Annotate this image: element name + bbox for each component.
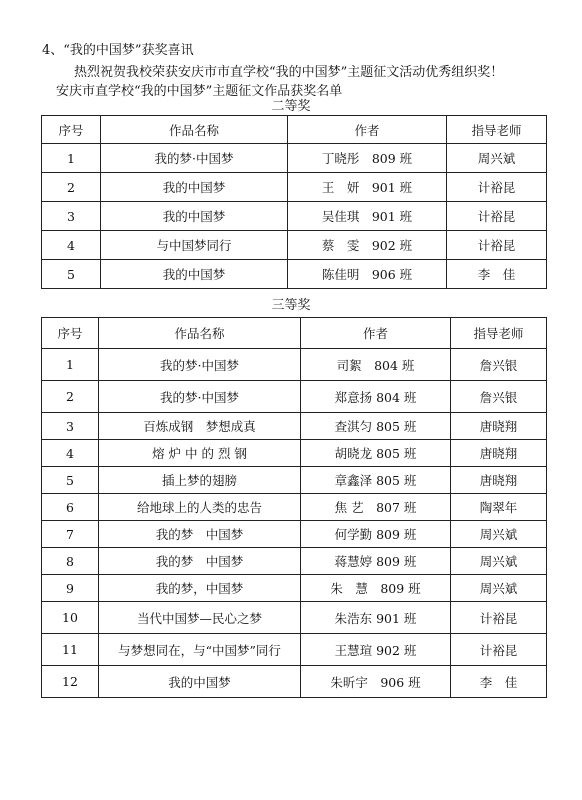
work-title: 我的梦 中国梦 <box>99 521 301 548</box>
second-prize-table <box>41 115 547 289</box>
row-number: 5 <box>42 467 99 494</box>
row-number: 2 <box>42 173 101 202</box>
row-number: 1 <box>42 144 101 173</box>
column-header-title: 作品名称 <box>101 116 288 144</box>
third-prize-table <box>41 317 547 698</box>
column-header-author: 作者 <box>288 116 447 144</box>
row-number: 1 <box>42 349 99 381</box>
teacher: 唐晓翔 <box>451 440 547 467</box>
column-header-number: 序号 <box>42 116 101 144</box>
third-prize-caption: 三等奖 <box>271 298 311 313</box>
teacher: 李 佳 <box>451 666 547 698</box>
table-row <box>42 231 547 260</box>
teacher: 周兴斌 <box>451 575 547 602</box>
table-header-row <box>42 116 547 144</box>
table-row <box>42 666 547 698</box>
teacher: 唐晓翔 <box>451 467 547 494</box>
work-title: 与梦想同在，与“中国梦”同行 <box>99 634 301 666</box>
congratulation-text: 热烈祝贺我校荣获安庆市市直学校“我的中国梦”主题征文活动优秀组织奖！ <box>74 65 504 80</box>
work-title: 百炼成钢 梦想成真 <box>99 413 301 440</box>
table-row <box>42 575 547 602</box>
author: 胡晓龙 805 班 <box>301 440 451 467</box>
second-prize-caption: 二等奖 <box>271 99 311 114</box>
column-header-teacher: 指导老师 <box>447 116 547 144</box>
teacher: 计裕昆 <box>451 634 547 666</box>
table-row <box>42 548 547 575</box>
section-title: 4、“我的中国梦”获奖喜讯 <box>42 43 194 58</box>
author: 蒋慧婷 809 班 <box>301 548 451 575</box>
row-number: 3 <box>42 202 101 231</box>
table-row <box>42 602 547 634</box>
row-number: 6 <box>42 494 99 521</box>
work-title: 给地球上的人类的忠告 <box>99 494 301 521</box>
author: 丁晓彤 809 班 <box>288 144 447 173</box>
author: 朱昕宇 906 班 <box>301 666 451 698</box>
author: 章鑫泽 805 班 <box>301 467 451 494</box>
table-row <box>42 521 547 548</box>
teacher: 计裕昆 <box>447 202 547 231</box>
teacher: 詹兴银 <box>451 349 547 381</box>
teacher: 周兴斌 <box>447 144 547 173</box>
row-number: 12 <box>42 666 99 698</box>
table-row <box>42 440 547 467</box>
teacher: 周兴斌 <box>451 548 547 575</box>
row-number: 3 <box>42 413 99 440</box>
table-row <box>42 467 547 494</box>
author: 吴佳琪 901 班 <box>288 202 447 231</box>
column-header-author: 作者 <box>301 318 451 349</box>
author: 朱浩东 901 班 <box>301 602 451 634</box>
author: 郑意扬 804 班 <box>301 381 451 413</box>
teacher: 詹兴银 <box>451 381 547 413</box>
teacher: 计裕昆 <box>447 231 547 260</box>
author: 王慧瑄 902 班 <box>301 634 451 666</box>
work-title: 当代中国梦—民心之梦 <box>99 602 301 634</box>
work-title: 我的中国梦 <box>101 202 288 231</box>
table-row <box>42 413 547 440</box>
author: 蔡 雯 902 班 <box>288 231 447 260</box>
table-row <box>42 144 547 173</box>
author: 查淇匀 805 班 <box>301 413 451 440</box>
work-title: 我的梦 中国梦 <box>99 548 301 575</box>
work-title: 熔 炉 中 的 烈 钢 <box>99 440 301 467</box>
table-row <box>42 349 547 381</box>
row-number: 2 <box>42 381 99 413</box>
column-header-number: 序号 <box>42 318 99 349</box>
row-number: 7 <box>42 521 99 548</box>
author: 何学勤 809 班 <box>301 521 451 548</box>
work-title: 我的梦·中国梦 <box>99 381 301 413</box>
table-header-row <box>42 318 547 349</box>
work-title: 我的梦·中国梦 <box>99 349 301 381</box>
table-row <box>42 202 547 231</box>
list-title: 安庆市直学校“我的中国梦”主题征文作品获奖名单 <box>56 84 343 99</box>
row-number: 10 <box>42 602 99 634</box>
author: 陈佳明 906 班 <box>288 260 447 289</box>
author: 焦 艺 807 班 <box>301 494 451 521</box>
teacher: 李 佳 <box>447 260 547 289</box>
work-title: 插上梦的翅膀 <box>99 467 301 494</box>
table-row <box>42 634 547 666</box>
work-title: 我的中国梦 <box>101 173 288 202</box>
work-title: 我的中国梦 <box>101 260 288 289</box>
work-title: 我的中国梦 <box>99 666 301 698</box>
teacher: 唐晓翔 <box>451 413 547 440</box>
row-number: 4 <box>42 231 101 260</box>
table-row <box>42 173 547 202</box>
row-number: 11 <box>42 634 99 666</box>
table-row <box>42 260 547 289</box>
row-number: 8 <box>42 548 99 575</box>
column-header-teacher: 指导老师 <box>451 318 547 349</box>
author: 朱 慧 809 班 <box>301 575 451 602</box>
column-header-title: 作品名称 <box>99 318 301 349</box>
work-title: 我的梦，中国梦 <box>99 575 301 602</box>
teacher: 陶翠年 <box>451 494 547 521</box>
work-title: 与中国梦同行 <box>101 231 288 260</box>
row-number: 4 <box>42 440 99 467</box>
row-number: 9 <box>42 575 99 602</box>
work-title: 我的梦·中国梦 <box>101 144 288 173</box>
author: 王 妍 901 班 <box>288 173 447 202</box>
teacher: 计裕昆 <box>447 173 547 202</box>
teacher: 计裕昆 <box>451 602 547 634</box>
table-row <box>42 494 547 521</box>
author: 司絮 804 班 <box>301 349 451 381</box>
teacher: 周兴斌 <box>451 521 547 548</box>
row-number: 5 <box>42 260 101 289</box>
table-row <box>42 381 547 413</box>
